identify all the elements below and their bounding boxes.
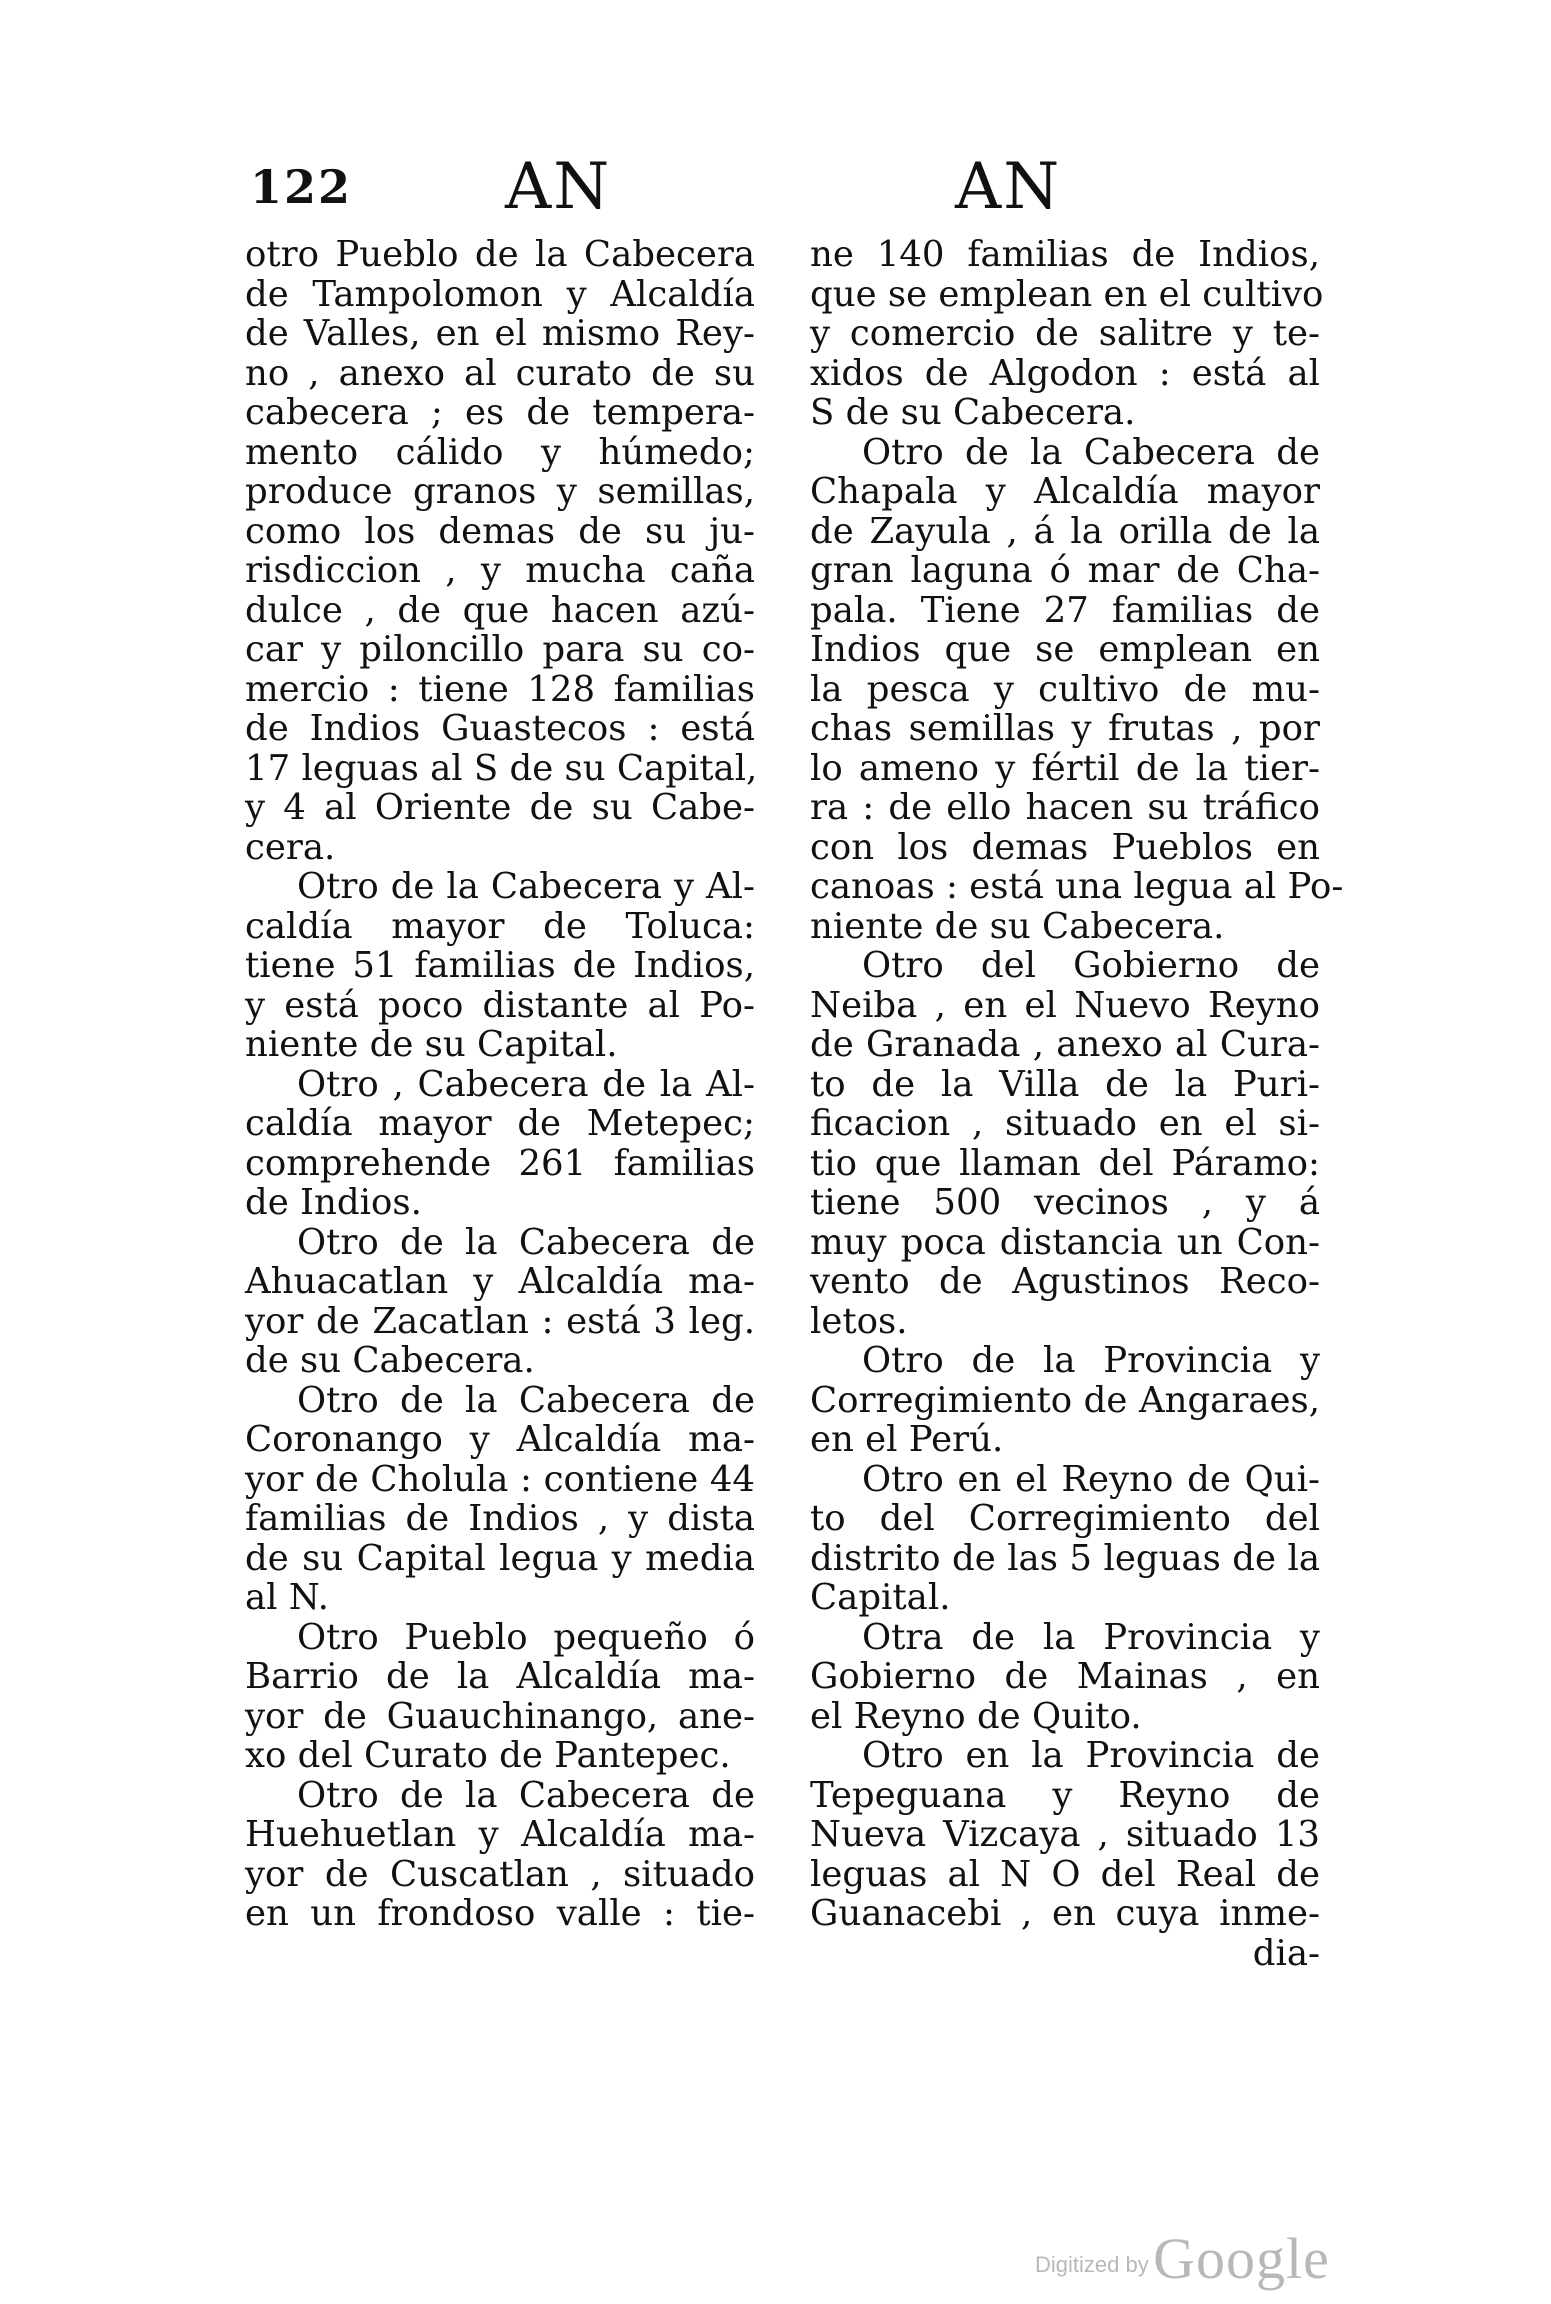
text-line: ficacion , situado en el si- xyxy=(810,1103,1320,1144)
text-line: yor de Cholula : contiene 44 xyxy=(245,1458,755,1500)
text-line: de su Capital legua y media xyxy=(245,1537,755,1579)
text-line: la pesca y cultivo de mu- xyxy=(810,668,1320,710)
text-line: con los demas Pueblos en xyxy=(810,826,1320,868)
text-line: de Tampolomon y Alcaldía xyxy=(245,273,755,315)
text-line: Capital. xyxy=(810,1577,951,1618)
text-line: tiene 51 familias de Indios, xyxy=(245,945,755,986)
text-line: de Valles, en el mismo Rey- xyxy=(245,313,755,354)
text-line: xo del Curato de Pantepec. xyxy=(245,1735,731,1776)
text-line: lo ameno y fértil de la tier- xyxy=(810,747,1320,789)
text-line: en un frondoso valle : tie- xyxy=(245,1893,755,1934)
text-line: gran laguna ó mar de Cha- xyxy=(810,550,1320,591)
text-line: ne 140 familias de Indios, xyxy=(810,234,1320,275)
text-column-left xyxy=(245,234,758,1934)
text-line: otro Pueblo de la Cabecera xyxy=(245,234,755,275)
text-line: Otro de la Cabecera de xyxy=(297,1221,755,1263)
text-line: cabecera ; es de tempera- xyxy=(245,392,755,433)
text-line: Otra de la Provincia y xyxy=(862,1616,1320,1658)
text-line: mento cálido y húmedo; xyxy=(245,431,755,473)
text-line: tiene 500 vecinos , y á xyxy=(810,1182,1320,1223)
text-line: Otro del Gobierno de xyxy=(862,945,1320,986)
text-line: risdiccion , y mucha caña xyxy=(245,550,755,591)
text-line: Huehuetlan y Alcaldía ma- xyxy=(245,1814,755,1855)
page-number: 122 xyxy=(250,160,353,214)
digitized-watermark xyxy=(1035,2225,1330,2292)
text-line: no , anexo al curato de su xyxy=(245,352,755,394)
text-line: Otro , Cabecera de la Al- xyxy=(297,1063,755,1105)
text-line: chas semillas y frutas , por xyxy=(810,708,1320,749)
text-line: car y piloncillo para su co- xyxy=(245,629,755,670)
text-line: to del Corregimiento del xyxy=(810,1498,1320,1539)
text-line: Neiba , en el Nuevo Reyno xyxy=(810,984,1320,1026)
text-line: Otro de la Cabecera de xyxy=(862,431,1320,473)
text-line: que se emplean en el cultivo xyxy=(810,273,1324,315)
text-line: de Indios Guastecos : está xyxy=(245,708,755,749)
text-line: comprehende 261 familias xyxy=(245,1142,755,1184)
text-line: y comercio de salitre y te- xyxy=(810,313,1320,354)
text-line: distrito de las 5 leguas de la xyxy=(810,1537,1320,1579)
text-line: Otro de la Provincia y xyxy=(862,1340,1320,1381)
text-line: dulce , de que hacen azú- xyxy=(245,589,755,631)
google-logo: Google xyxy=(1153,2226,1330,2291)
digitized-by-label: Digitized by xyxy=(1035,2252,1149,2277)
text-line: el Reyno de Quito. xyxy=(810,1695,1142,1737)
text-line: mercio : tiene 128 familias xyxy=(245,668,755,710)
text-line: de Granada , anexo al Cura- xyxy=(810,1024,1320,1065)
text-line: Guanacebi , en cuya inme- xyxy=(810,1893,1320,1934)
text-line: letos. xyxy=(810,1300,908,1342)
text-line: cera. xyxy=(245,826,336,868)
text-line: Otro en la Provincia de xyxy=(862,1735,1320,1776)
text-line: produce granos y semillas, xyxy=(245,471,755,512)
text-line: to de la Villa de la Puri- xyxy=(810,1063,1320,1105)
text-line: Gobierno de Mainas , en xyxy=(810,1656,1320,1697)
text-line: de su Cabecera. xyxy=(245,1340,535,1381)
text-line: Nueva Vizcaya , situado 13 xyxy=(810,1814,1320,1855)
text-line: muy poca distancia un Con- xyxy=(810,1221,1320,1263)
text-line: yor de Zacatlan : está 3 leg. xyxy=(245,1300,755,1342)
running-head-left: AN xyxy=(505,150,612,224)
text-line: ra : de ello hacen su tráfico xyxy=(810,787,1320,828)
text-line: vento de Agustinos Reco- xyxy=(810,1261,1320,1302)
text-line: Chapala y Alcaldía mayor xyxy=(810,471,1320,512)
text-line: familias de Indios , y dista xyxy=(245,1498,755,1539)
text-line: caldía mayor de Toluca: xyxy=(245,905,755,947)
text-line: S de su Cabecera. xyxy=(810,392,1136,433)
text-line: canoas : está una legua al Po- xyxy=(810,866,1344,907)
running-head-right: AN xyxy=(955,150,1062,224)
text-line: Otro en el Reyno de Qui- xyxy=(862,1458,1320,1500)
text-line: Otro de la Cabecera y Al- xyxy=(297,866,755,907)
text-line: tio que llaman del Páramo: xyxy=(810,1142,1320,1184)
text-line: Otro Pueblo pequeño ó xyxy=(297,1616,755,1658)
text-line: Indios que se emplean en xyxy=(810,629,1320,670)
text-line: Tepeguana y Reyno de xyxy=(810,1774,1320,1816)
text-line: yor de Guauchinango, ane- xyxy=(245,1695,755,1737)
text-line: de Zayula , á la orilla de la xyxy=(810,510,1320,552)
text-line: Barrio de la Alcaldía ma- xyxy=(245,1656,755,1697)
text-line: niente de su Cabecera. xyxy=(810,905,1225,947)
page-header xyxy=(0,150,1551,230)
text-line: dia- xyxy=(1252,1932,1320,1974)
text-line: leguas al N O del Real de xyxy=(810,1853,1320,1895)
text-line: en el Perú. xyxy=(810,1419,1004,1460)
text-line: Corregimiento de Angaraes, xyxy=(810,1379,1320,1421)
text-line: yor de Cuscatlan , situado xyxy=(245,1853,755,1895)
text-line: pala. Tiene 27 familias de xyxy=(810,589,1320,631)
text-line: Ahuacatlan y Alcaldía ma- xyxy=(245,1261,755,1302)
text-line: Otro de la Cabecera de xyxy=(297,1774,755,1816)
text-line: de Indios. xyxy=(245,1182,422,1223)
text-line: Otro de la Cabecera de xyxy=(297,1379,755,1421)
text-column-right xyxy=(810,234,1344,1974)
text-line: 17 leguas al S de su Capital, xyxy=(245,747,758,789)
text-line: Coronango y Alcaldía ma- xyxy=(245,1419,755,1460)
text-line: y está poco distante al Po- xyxy=(245,984,755,1026)
text-line: al N. xyxy=(245,1577,329,1618)
text-line: caldía mayor de Metepec; xyxy=(245,1103,755,1144)
text-line: xidos de Algodon : está al xyxy=(810,352,1320,394)
text-line: y 4 al Oriente de su Cabe- xyxy=(245,787,755,828)
text-line: como los demas de su ju- xyxy=(245,510,755,552)
text-line: niente de su Capital. xyxy=(245,1024,618,1065)
